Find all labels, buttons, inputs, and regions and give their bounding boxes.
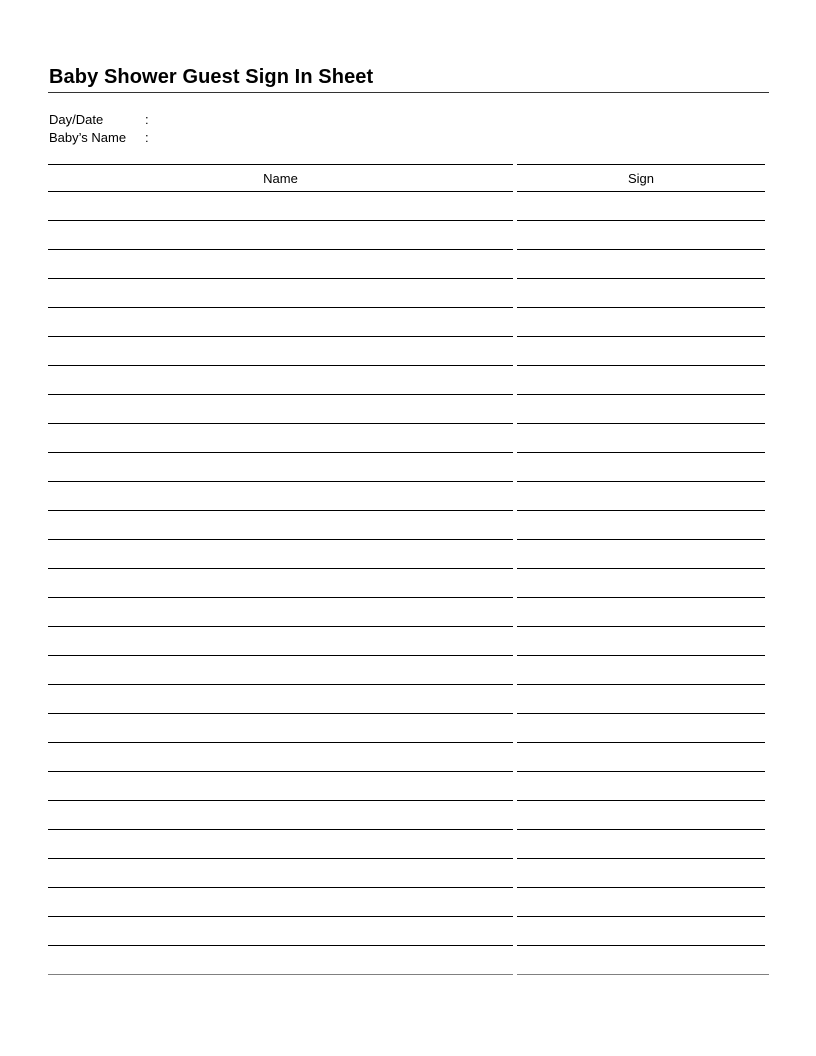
name-entry-line[interactable] — [48, 424, 513, 453]
signature-line[interactable] — [517, 946, 769, 975]
signature-line[interactable] — [517, 540, 765, 569]
name-column — [48, 164, 513, 975]
sign-column-rows — [517, 192, 765, 975]
name-entry-line[interactable] — [48, 888, 513, 917]
name-entry-line[interactable] — [48, 627, 513, 656]
signature-line[interactable] — [517, 859, 765, 888]
signature-line[interactable] — [517, 482, 765, 511]
signature-line[interactable] — [517, 250, 765, 279]
name-entry-line[interactable] — [48, 830, 513, 859]
name-column-rows — [48, 192, 513, 975]
name-entry-line[interactable] — [48, 685, 513, 714]
sign-column-header: Sign — [517, 164, 765, 192]
signature-line[interactable] — [517, 772, 765, 801]
signature-line[interactable] — [517, 656, 765, 685]
name-entry-line[interactable] — [48, 859, 513, 888]
signature-line[interactable] — [517, 192, 765, 221]
document-title: Baby Shower Guest Sign In Sheet — [49, 66, 374, 88]
signature-line[interactable] — [517, 395, 765, 424]
name-entry-line[interactable] — [48, 337, 513, 366]
name-entry-line[interactable] — [48, 801, 513, 830]
name-entry-line[interactable] — [48, 395, 513, 424]
name-entry-line[interactable] — [48, 540, 513, 569]
signature-line[interactable] — [517, 424, 765, 453]
name-entry-line[interactable] — [48, 743, 513, 772]
signature-line[interactable] — [517, 569, 765, 598]
signature-line[interactable] — [517, 279, 765, 308]
signature-line[interactable] — [517, 221, 765, 250]
name-entry-line[interactable] — [48, 482, 513, 511]
day-date-field[interactable] — [49, 111, 155, 129]
signature-line[interactable] — [517, 627, 765, 656]
signature-line[interactable] — [517, 917, 765, 946]
name-entry-line[interactable] — [48, 656, 513, 685]
signature-line[interactable] — [517, 511, 765, 540]
name-entry-line[interactable] — [48, 772, 513, 801]
name-column-header: Name — [48, 164, 513, 192]
name-entry-line[interactable] — [48, 569, 513, 598]
name-entry-line[interactable] — [48, 714, 513, 743]
day-date-label: Day/Date — [49, 112, 104, 127]
name-entry-line[interactable] — [48, 279, 513, 308]
signature-line[interactable] — [517, 714, 765, 743]
signature-line[interactable] — [517, 308, 765, 337]
signature-line[interactable] — [517, 888, 765, 917]
day-date-separator: : — [145, 112, 149, 127]
signature-line[interactable] — [517, 366, 765, 395]
name-entry-line[interactable] — [48, 221, 513, 250]
name-entry-line[interactable] — [48, 308, 513, 337]
baby-name-separator: : — [145, 130, 149, 145]
signature-line[interactable] — [517, 685, 765, 714]
baby-name-label: Baby’s Name — [49, 130, 127, 145]
title-underline — [48, 92, 769, 93]
signature-line[interactable] — [517, 453, 765, 482]
baby-name-field[interactable] — [49, 129, 155, 147]
signature-line[interactable] — [517, 830, 765, 859]
signature-line[interactable] — [517, 337, 765, 366]
sign-column — [517, 164, 765, 975]
name-entry-line[interactable] — [48, 192, 513, 221]
name-entry-line[interactable] — [48, 366, 513, 395]
name-entry-line[interactable] — [48, 511, 513, 540]
name-entry-line[interactable] — [48, 917, 513, 946]
signature-line[interactable] — [517, 801, 765, 830]
signature-line[interactable] — [517, 598, 765, 627]
signature-line[interactable] — [517, 743, 765, 772]
name-entry-line[interactable] — [48, 946, 513, 975]
name-entry-line[interactable] — [48, 453, 513, 482]
name-entry-line[interactable] — [48, 250, 513, 279]
name-entry-line[interactable] — [48, 598, 513, 627]
